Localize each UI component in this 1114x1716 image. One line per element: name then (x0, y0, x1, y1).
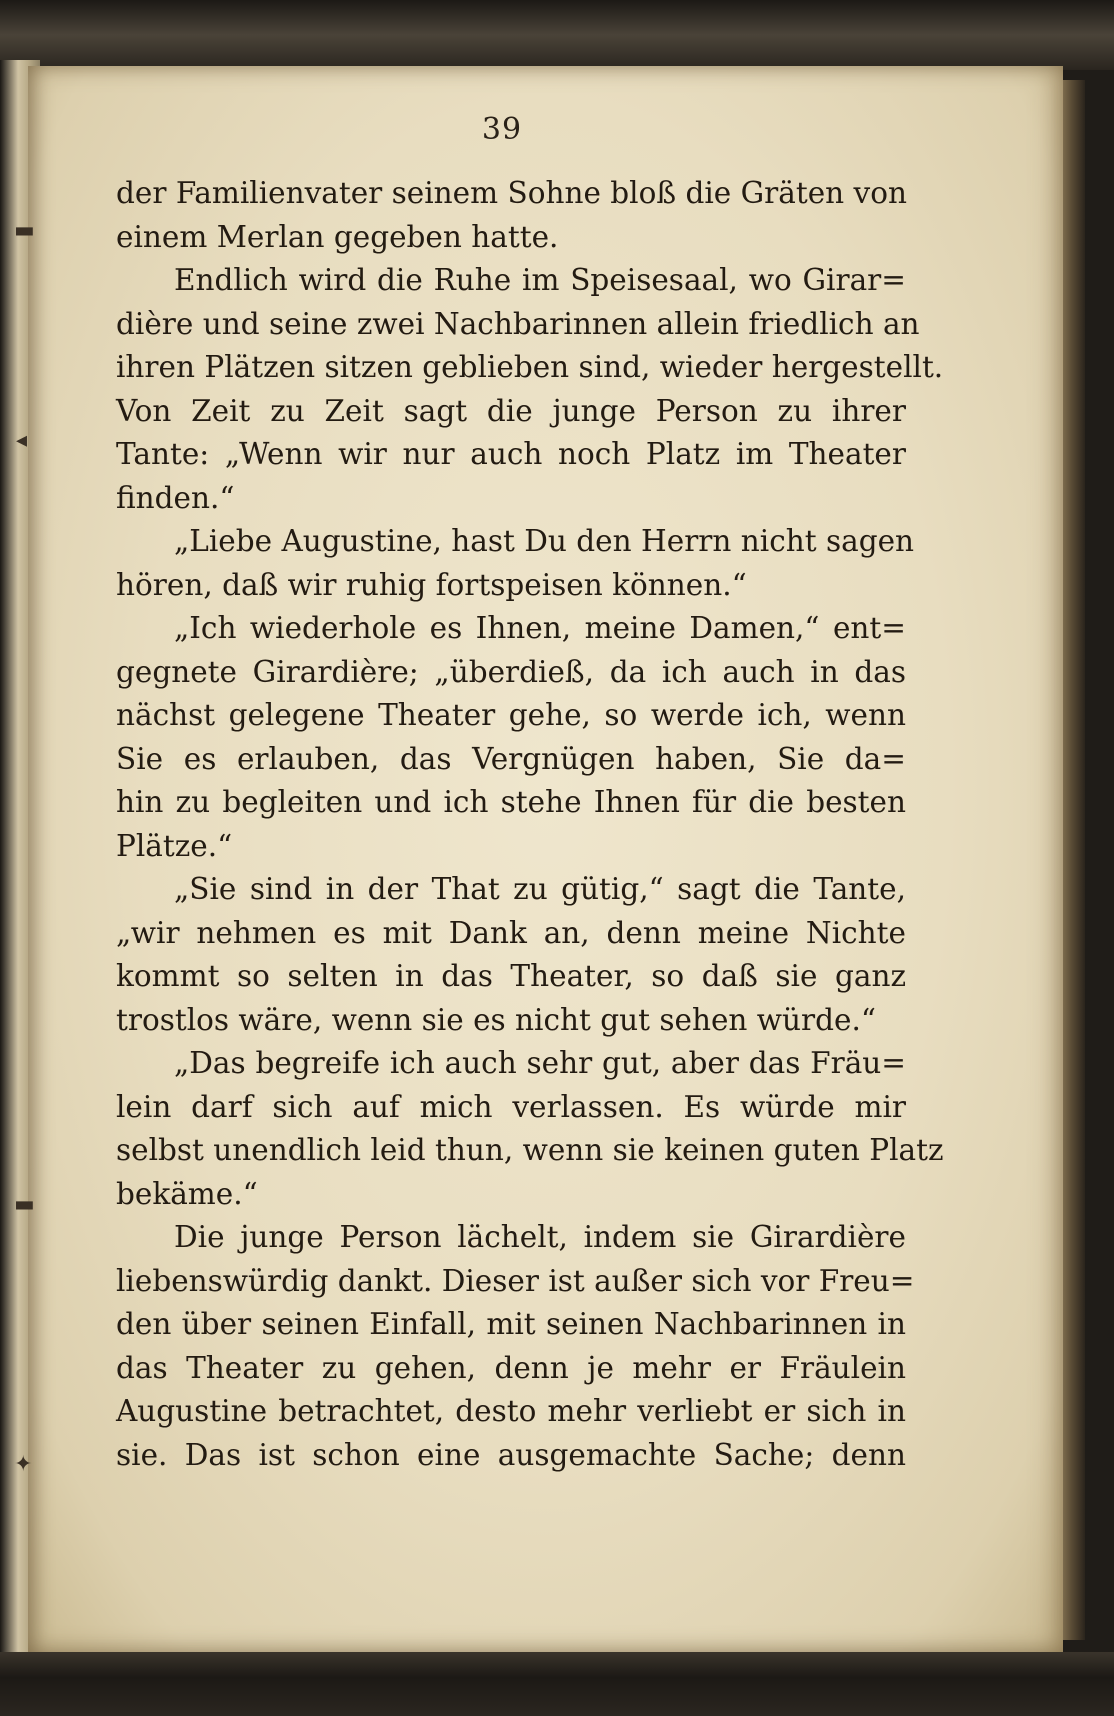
text-line: selbst unendlich leid thun, wenn sie keinen guten Platz (116, 1133, 944, 1167)
text-line: Endlich wird die Ruhe im Speisesaal, wo Girar= (174, 263, 906, 297)
text-line: finden.“ (116, 480, 235, 515)
text-line: sie. Das ist schon eine ausgemachte Sache; denn (116, 1437, 906, 1472)
text-line: den über seinen Einfall, mit seinen Nachbarinnen in (116, 1307, 906, 1341)
text-line: hin zu begleiten und ich stehe Ihnen für die besten (116, 785, 906, 819)
text-line: kommt so selten in das Theater, so daß sie ganz (116, 959, 906, 993)
book-cover-bottom-edge (0, 1652, 1114, 1716)
text-line: „Sie sind in der That zu gütig,“ sagt die Tante, (174, 872, 906, 906)
margin-mark-icon: ▬ (14, 1192, 35, 1217)
text-line: gegnete Girardière; „überdieß, da ich auch in das (116, 654, 906, 689)
text-line: lein darf sich auf mich verlassen. Es würde mir (116, 1089, 906, 1124)
text-line: „Liebe Augustine, hast Du den Herrn nicht sagen (174, 524, 915, 558)
margin-mark-icon: ✦ (14, 1452, 33, 1477)
text-line: liebenswürdig dankt. Dieser ist außer sich vor Freu= (116, 1263, 915, 1298)
book-cover-top-edge (0, 0, 1114, 70)
text-line: „Ich wiederhole es Ihnen, meine Damen,“ ent= (174, 611, 906, 645)
text-line: hören, daß wir ruhig fortspeisen können.“ (116, 567, 747, 602)
text-line: „Das begreife ich auch sehr gut, aber das Fräu= (174, 1046, 906, 1080)
text-line: einem Merlan gegeben hatte. (116, 219, 559, 254)
text-line: Die junge Person lächelt, indem sie Girardière (174, 1220, 906, 1254)
text-line: ihren Plätzen sitzen geblieben sind, wieder hergestellt. (116, 350, 944, 384)
text-line: „wir nehmen es mit Dank an, denn meine Nichte (116, 915, 906, 950)
margin-mark-icon: ▬ (14, 218, 35, 243)
margin-mark-icon: ◂ (16, 428, 28, 453)
page-body-text (116, 172, 944, 1477)
text-line: dière und seine zwei Nachbarinnen allein friedlich an (116, 306, 920, 341)
text-line: Augustine betrachtet, desto mehr verliebt er sich in (116, 1394, 906, 1428)
page-number: 39 (481, 112, 523, 147)
text-line: Tante: „Wenn wir nur auch noch Platz im Theater (116, 437, 906, 471)
text-line: Plätze.“ (116, 828, 233, 863)
text-line: trostlos wäre, wenn sie es nicht gut sehen würde.“ (116, 1002, 876, 1037)
text-line: das Theater zu gehen, denn je mehr er Fräulein (116, 1350, 906, 1385)
text-line: der Familienvater seinem Sohne bloß die Gräten von (116, 176, 907, 210)
text-line: nächst gelegene Theater gehe, so werde ich, wenn (116, 698, 906, 732)
text-line: bekäme.“ (116, 1176, 258, 1211)
text-line: Von Zeit zu Zeit sagt die junge Person zu ihrer (116, 393, 906, 428)
text-line: Sie es erlauben, das Vergnügen haben, Sie da= (116, 741, 906, 776)
